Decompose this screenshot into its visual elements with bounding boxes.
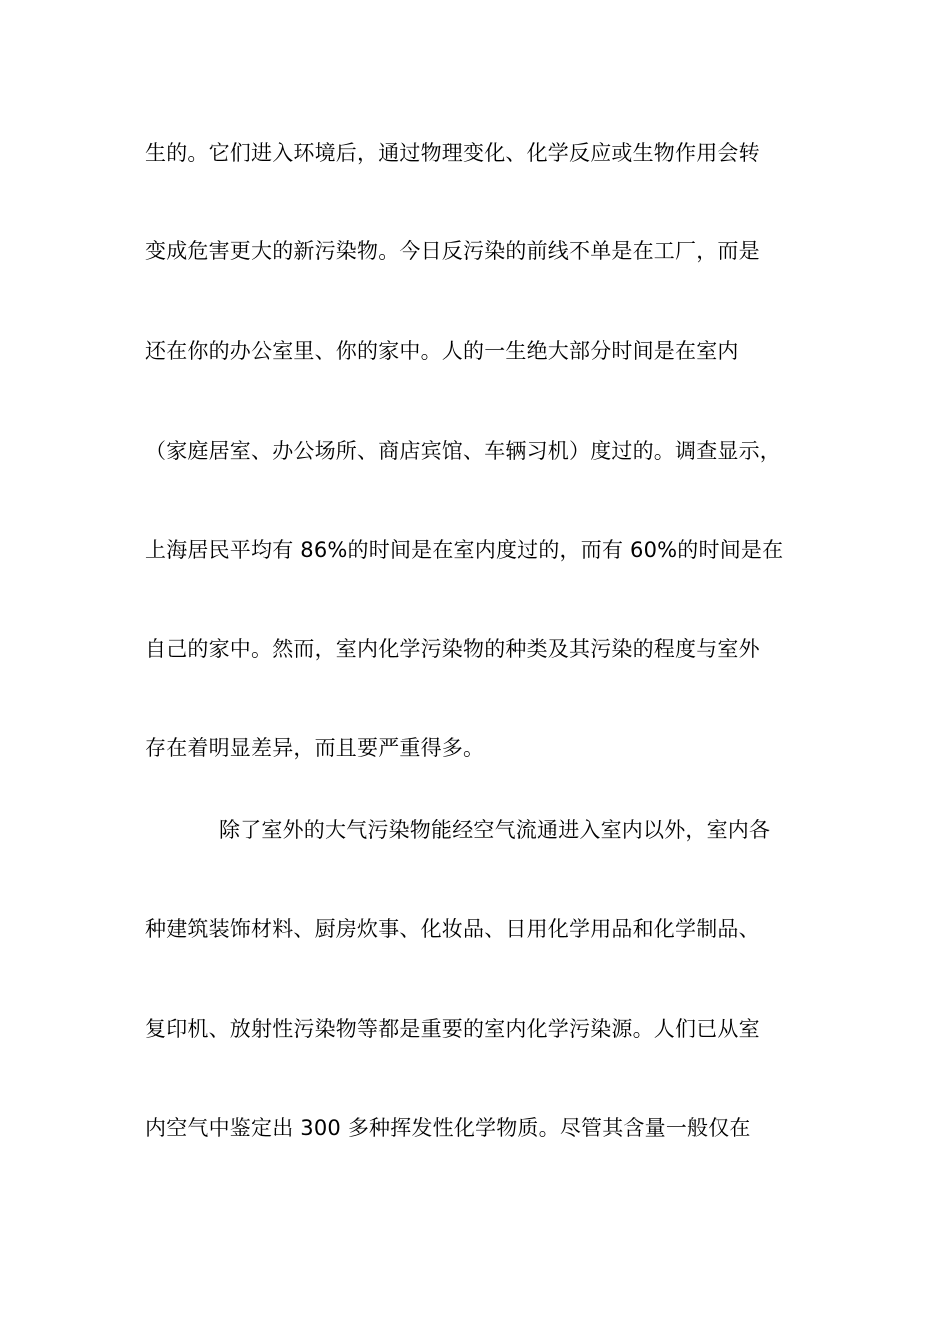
paragraph-2-line-4: 内空气中鉴定出 300 多种挥发性化学物质。尽管其含量一般仅在 [145,1116,751,1140]
paragraph-1-line-5: 上海居民平均有 86%的时间是在室内度过的，而有 60%的时间是在 [145,538,784,562]
paragraph-1-line-4: （家庭居室、办公场所、商店宾馆、车辆习机）度过的。调查显示， [145,439,781,463]
paragraph-2-line-1: 除了室外的大气污染物能经空气流通进入室内以外，室内各 [219,818,771,842]
paragraph-1-line-2: 变成危害更大的新污染物。今日反污染的前线不单是在工厂，而是 [145,239,760,263]
paragraph-1-line-7: 存在着明显差异，而且要严重得多。 [145,736,485,760]
paragraph-2-line-2: 种建筑装饰材料、厨房炊事、化妆品、日用化学用品和化学制品、 [145,917,760,941]
paragraph-1-line-1: 生的。它们进入环境后，通过物理变化、化学反应或生物作用会转 [145,141,760,165]
paragraph-2-line-3: 复印机、放射性污染物等都是重要的室内化学污染源。人们已从室 [145,1017,760,1041]
paragraph-1-line-3: 还在你的办公室里、你的家中。人的一生绝大部分时间是在室内 [145,339,739,363]
paragraph-1-line-6: 自己的家中。然而，室内化学污染物的种类及其污染的程度与室外 [145,637,760,661]
